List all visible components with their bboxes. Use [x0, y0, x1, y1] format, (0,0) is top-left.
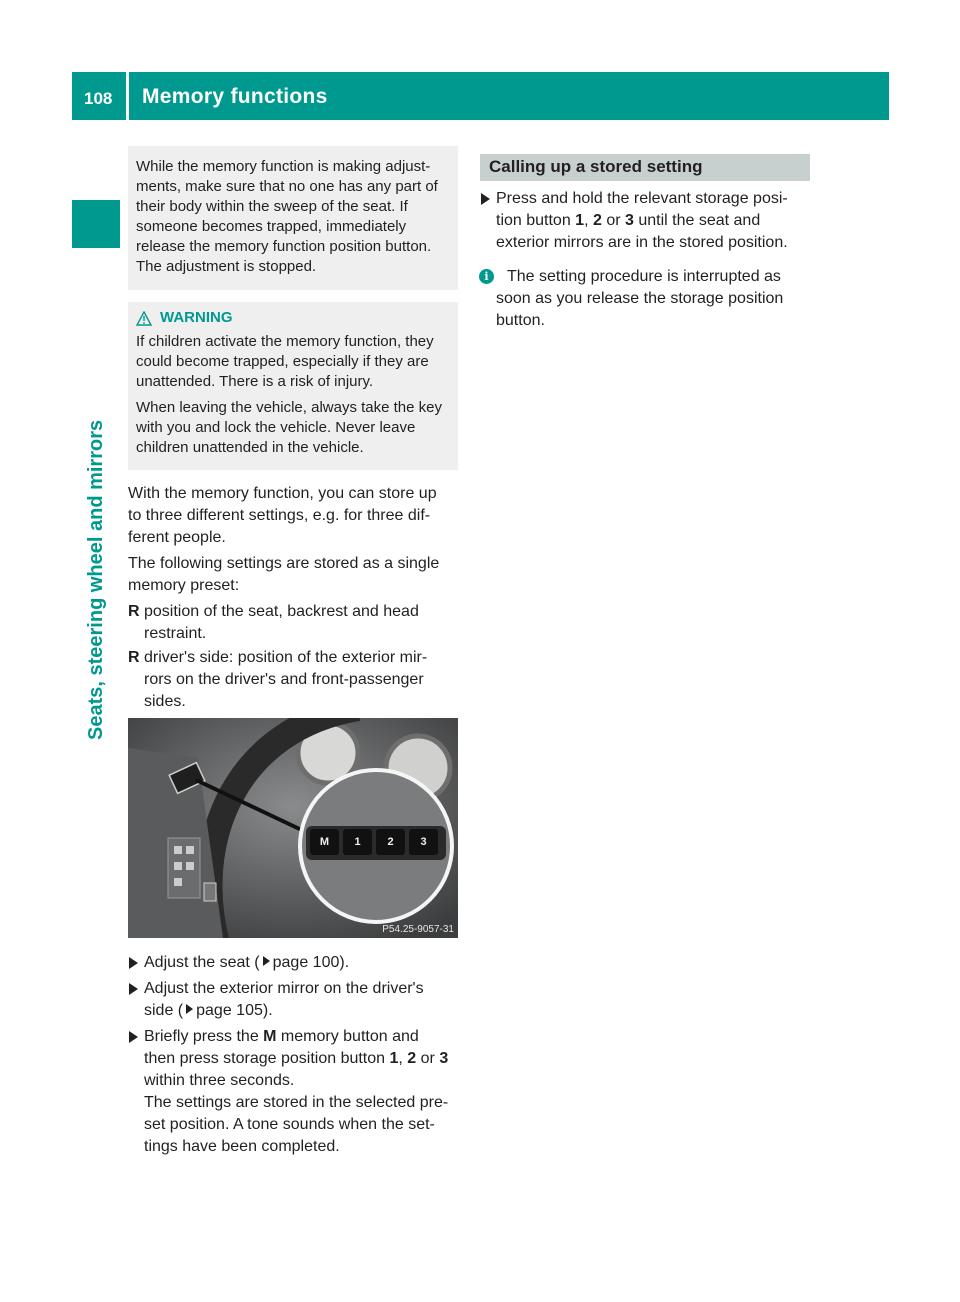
- text-span: tion button: [496, 212, 576, 229]
- text-span: The setting procedure is interrupted as: [507, 268, 781, 285]
- warning-header: [136, 308, 458, 328]
- steps-section: [128, 952, 458, 1162]
- text-span: memory button and: [276, 1028, 419, 1045]
- text-span: ,: [584, 212, 593, 229]
- page-ref: page 105).: [196, 1002, 273, 1019]
- text-line: restraint.: [144, 625, 207, 642]
- note-line: release the memory function position button.: [136, 238, 432, 255]
- warning-line: could become trapped, especially if they are: [136, 353, 429, 370]
- button-ref: M: [263, 1028, 277, 1045]
- page-number: 108: [84, 89, 113, 108]
- memory-button-1: 1: [343, 829, 372, 855]
- intro-paragraph: [128, 483, 458, 549]
- info-icon: i: [479, 269, 494, 284]
- step-item: [128, 1026, 458, 1158]
- page-ref: page 100).: [272, 954, 350, 971]
- text-line: The following settings are stored as a single: [128, 555, 440, 572]
- text-span: or: [416, 1050, 440, 1067]
- text-span: or: [601, 212, 625, 229]
- header-divider: [126, 72, 129, 120]
- text-span: Briefly press the: [144, 1028, 264, 1045]
- page-header: [72, 72, 889, 120]
- text-span: tings have been completed.: [144, 1138, 340, 1155]
- text-span: side (: [144, 1002, 184, 1019]
- warning-paragraph: [136, 398, 458, 458]
- button-ref: 3: [439, 1050, 449, 1067]
- recall-section: [480, 188, 810, 332]
- text-line: to three different settings, e.g. for three dif-: [128, 507, 431, 524]
- warning-line: If children activate the memory function, they: [136, 333, 434, 350]
- step-item: [128, 952, 458, 974]
- text-line: rors on the driver's and front-passenger: [144, 671, 424, 688]
- warning-line: with you and lock the vehicle. Never leave: [136, 419, 416, 436]
- bullet-item: [128, 647, 458, 713]
- text-span: exterior mirrors are in the stored position.: [496, 234, 788, 251]
- page-ref-icon: [186, 1004, 193, 1014]
- door-memory-buttons-figure: [128, 718, 458, 938]
- warning-paragraph: [136, 332, 458, 392]
- text-span: button.: [496, 312, 545, 329]
- text-span: The settings are stored in the selected pre-: [144, 1094, 449, 1111]
- button-ref: 2: [407, 1050, 417, 1067]
- text-span: within three seconds.: [144, 1072, 295, 1089]
- memory-button-row: [310, 829, 438, 855]
- bullet-mark: R: [128, 649, 140, 666]
- arrow-icon: [129, 1031, 138, 1043]
- intro-section: [128, 483, 458, 713]
- warning-line: children unattended in the vehicle.: [136, 439, 364, 456]
- text-span: Adjust the seat (: [144, 954, 260, 971]
- note-line: The adjustment is stopped.: [136, 258, 317, 275]
- memory-button-3: 3: [409, 829, 438, 855]
- text-span: soon as you release the storage position: [496, 290, 784, 307]
- text-line: driver's side: position of the exterior mir-: [144, 649, 428, 666]
- note-line: While the memory function is making adjust-: [136, 158, 431, 175]
- text-line: memory preset:: [128, 577, 240, 594]
- text-line: position of the seat, backrest and head: [144, 603, 419, 620]
- note-line: someone becomes trapped, immediately: [136, 218, 407, 235]
- text-line: With the memory function, you can store up: [128, 485, 437, 502]
- button-ref: 2: [592, 212, 602, 229]
- chapter-sidebar: [72, 265, 120, 745]
- memory-button-2: 2: [376, 829, 405, 855]
- text-span: set position. A tone sounds when the set-: [144, 1116, 435, 1133]
- note-line: ments, make sure that no one has any part of: [136, 178, 438, 195]
- section-heading: Calling up a stored setting: [480, 154, 810, 181]
- button-ref: 1: [575, 212, 585, 229]
- note-line: their body within the sweep of the seat. If: [136, 198, 408, 215]
- warning-line: unattended. There is a risk of injury.: [136, 373, 374, 390]
- text-line: sides.: [144, 693, 186, 710]
- warning-box: [128, 302, 458, 470]
- chapter-title: Seats, steering wheel and mirrors: [85, 419, 107, 740]
- warning-label: WARNING: [160, 309, 233, 326]
- bullet-mark: R: [128, 603, 140, 620]
- note-box: [128, 146, 458, 290]
- arrow-icon: [129, 957, 138, 969]
- figure-code: P54.25-9057-31: [382, 924, 454, 935]
- intro-paragraph: [128, 553, 458, 597]
- text-span: Adjust the exterior mirror on the driver's: [144, 980, 424, 997]
- text-span: ,: [398, 1050, 408, 1067]
- button-ref: 3: [625, 212, 634, 229]
- page-title: Memory functions: [142, 85, 328, 108]
- page-ref-icon: [263, 956, 270, 966]
- arrow-icon: [129, 983, 138, 995]
- step-item: [480, 188, 810, 254]
- warning-triangle-icon: [136, 311, 152, 326]
- arrow-icon: [481, 193, 490, 205]
- text-span: until the seat and: [633, 212, 761, 229]
- memory-button-m: M: [310, 829, 339, 855]
- bullet-item: [128, 601, 458, 645]
- step-item: [128, 978, 458, 1022]
- chapter-tab-marker: [72, 200, 120, 248]
- button-ref: 1: [389, 1050, 399, 1067]
- text-span: then press storage position button: [144, 1050, 390, 1067]
- text-span: Press and hold the relevant storage posi-: [496, 190, 788, 207]
- figure-illustration: [128, 718, 458, 938]
- warning-line: When leaving the vehicle, always take the key: [136, 399, 442, 416]
- info-note: [480, 266, 810, 332]
- text-line: ferent people.: [128, 529, 226, 546]
